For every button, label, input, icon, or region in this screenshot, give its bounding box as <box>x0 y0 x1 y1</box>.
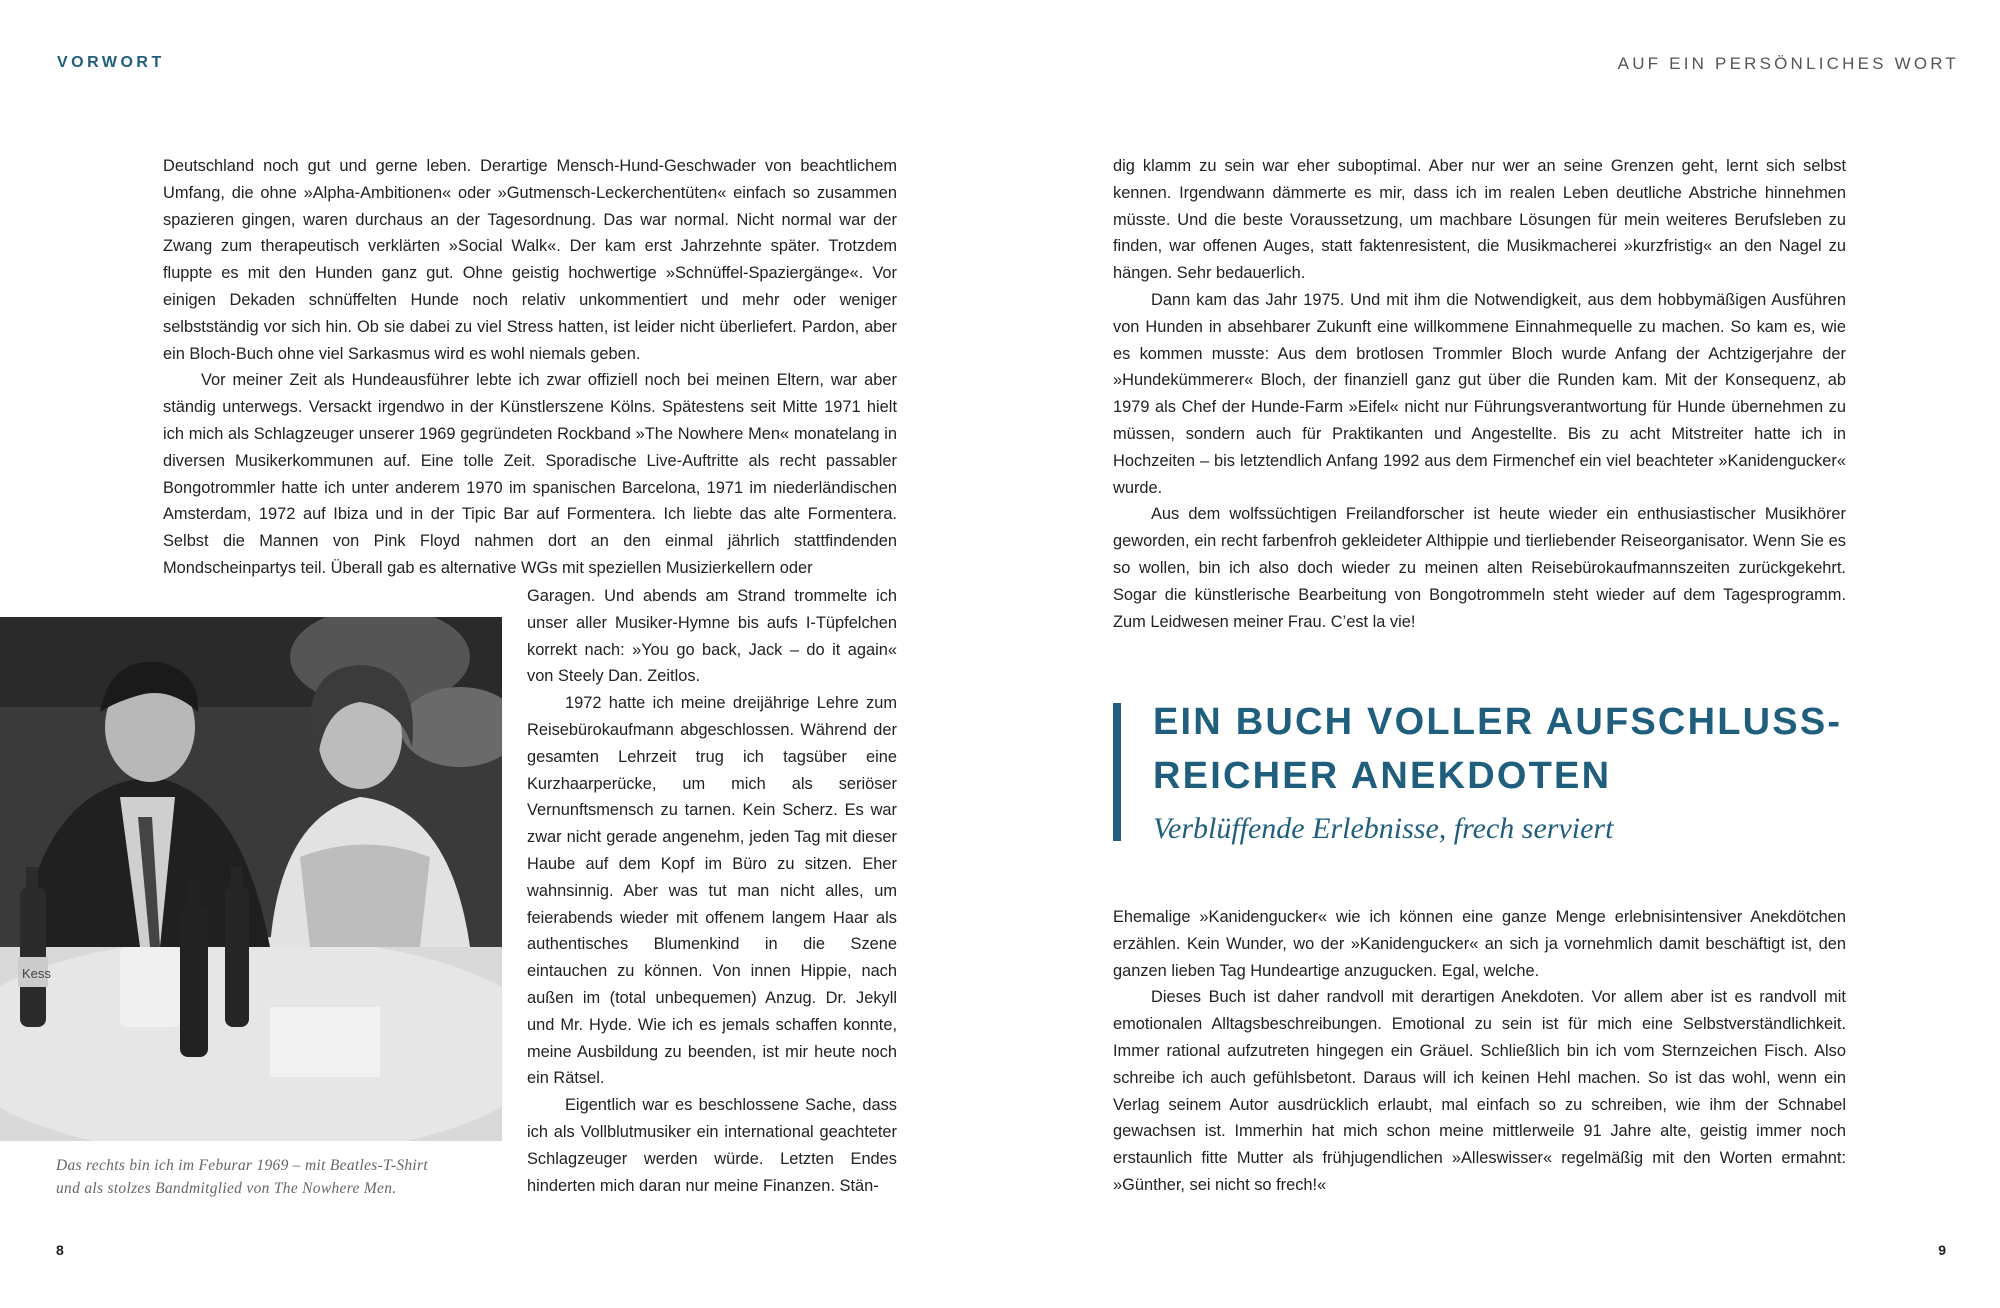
heading-accent-bar <box>1113 703 1121 841</box>
caption-line: Das rechts bin ich im Feburar 1969 – mit Beatles-T-Shirt <box>56 1157 428 1174</box>
paragraph: Vor meiner Zeit als Hundeausführer lebte ich zwar offiziell noch bei meinen Eltern, war aber ständig unterwegs. Versackt irgendwo in der Künstlerszene Kölns. Spätestens seit Mitte 1971 hielt ich mich als Schlagzeuger unserer 1969 gegründeten Rockband »The Nowhere Men« monatelang in diversen Musikerkommunen auf. Eine tolle Zeit. Sporadische Live-Auftritte als recht passabler Bongotrommler hatte ich unter anderem 1970 im spanischen Barcelona, 1971 im niederländischen Amsterdam, 1972 auf Ibiza und in der Tipic Bar auf Formentera. Ich liebte das alte Formentera. Selbst die Mannen von Pink Floyd nahmen dort an den einmal jährlich stattfindenden Mondscheinpartys teil. Überall gab es alternative WGs mit speziellen Musizierkellern oder <box>163 371 897 577</box>
photo-caption <box>56 1154 496 1200</box>
left-page-text-top <box>163 153 897 582</box>
heading-line: EIN BUCH VOLLER AUFSCHLUSS- <box>1153 701 1843 743</box>
paragraph: Dann kam das Jahr 1975. Und mit ihm die Notwendigkeit, aus dem hobbymäßigen Ausführen von Hunden in absehbarer Zukunft eine willkommene Einnahmequelle zu machen. So kam es, wie es kommen musste: Aus dem brotlosen Trommler Bloch wurde Anfang der Achtzigerjahre der »Hundekümmerer« Bloch, der finanziell ganz gut über die Runden kam. Mit der Konsequenz, ab 1979 als Chef der Hunde-Farm »Eifel« nicht nur Führungsverantwortung für Hunde übernehmen zu müssen, sondern auch für Praktikanten und Angestellte. Bis zu acht Mitstreiter hatte ich in Hochzeiten – bis letztendlich Anfang 1992 aus dem Firmenchef ein viel beachteter »Kanidengucker« wurde. <box>1113 290 1846 497</box>
band-photo <box>0 617 502 1141</box>
paragraph: Deutschland noch gut und gerne leben. Derartige Mensch-Hund-Geschwader von beachtlichem Umfang, die ohne »Alpha-Ambitionen« oder »Gutmensch-Leckerchentüten« einfach so zusammen spazieren gingen, waren durchaus an der Tagesordnung. Das war normal. Nicht normal war der Zwang zum therapeutisch verklärten »Social Walk«. Der kam erst Jahrzehnte später. Trotzdem fluppte es mit den Hunden ganz gut. Ohne geistig hochwertige »Schnüffel-Spaziergänge«. Vor einigen Dekaden schnüffelten Hunde noch relativ unkommentiert und mehr oder weniger selbstständig vor sich hin. Ob sie dabei zu viel Stress hatten, ist leider nicht überliefert. Pardon, aber ein Bloch-Buch ohne viel Sarkasmus wird es wohl niemals geben. <box>163 157 897 363</box>
bottle-label: Kess <box>22 966 51 981</box>
header-chapter-title: AUF EIN PERSÖNLICHES WORT <box>1617 54 1959 73</box>
paragraph: 1972 hatte ich meine dreijährige Lehre zum Reisebürokaufmann abgeschlossen. Während der gesamten Lehrzeit trug ich tagsüber eine Kurzhaarperücke, um mich als seriöser Vernunftsmensch zu tarnen. Kein Scherz. Es war zwar nicht gerade angenehm, jeden Tag mit dieser Haube auf dem Kopf im Büro zu sitzen. Eher wahnsinnig. Aber was tut man nicht alles, um feierabends wieder mit offenem langem Haar als authentisches Blumenkind in die Szene eintauchen zu können. Von innen Hippie, nach außen im (total unbequemen) Anzug. Dr. Jekyll und Mr. Hyde. Wie ich es jemals schaffen konnte, meine Ausbildung zu beenden, ist mir heute noch ein Rätsel. <box>527 694 897 1088</box>
caption-line: und als stolzes Bandmitglied von The Nowhere Men. <box>56 1180 397 1197</box>
paragraph: Eigentlich war es beschlossene Sache, dass ich als Vollblutmusiker ein international geachteter Schlagzeuger werden würde. Letzten Endes hinderten mich daran nur meine Finanzen. Stän- <box>527 1096 897 1195</box>
paragraph: Dieses Buch ist daher randvoll mit derartigen Anekdoten. Vor allem aber ist es randvoll mit emotionalen Alltagsbeschreibungen. Emotional zu sein ist für mich eine Selbstverständlichkeit. Immer rational aufzutreten hingegen ein Gräuel. Schließlich bin ich vom Sternzeichen Fisch. Also schreibe ich auch gefühlsbetont. Daraus will ich keinen Hehl machen. So ist das wohl, wenn ein Verlag seinem Autor ausdrücklich erlaubt, mal einfach so zu schreiben, wie ihm der Schnabel gewachsen ist. Immerhin hat mich schon meine mittlerweile 91 Jahre alte, geistig immer noch erstaunlich fitte Mutter als frühjugendlichen »Alleswisser« regelmäßig mit den Worten ermahnt: »Günther, sei nicht so frech!« <box>1113 988 1846 1194</box>
section-subheading: Verblüffende Erlebnisse, frech serviert <box>1153 812 1614 845</box>
section-heading <box>1153 695 1873 803</box>
page-number-right: 9 <box>1938 1242 1946 1258</box>
right-page-text-bottom <box>1113 904 1846 1199</box>
page-number-left: 8 <box>56 1242 64 1258</box>
paragraph: Garagen. Und abends am Strand trommelte ich unser aller Musiker-Hymne bis aufs I-Tüpfelchen korrekt nach: »You go back, Jack – do it again« von Steely Dan. Zeitlos. <box>527 587 897 686</box>
left-page-text-narrow <box>527 583 897 1199</box>
right-page-text-top <box>1113 153 1846 635</box>
paragraph: dig klamm zu sein war eher suboptimal. Aber nur wer an seine Grenzen geht, lernt sich selbst kennen. Irgendwann dämmerte es mir, dass ich im realen Leben deutliche Abstriche hinnehmen müsste. Und die beste Voraussetzung, um machbare Lösungen für mein weiteres Berufsleben zu finden, war offenen Auges, statt faktenresistent, die Musikmacherei »kurzfristig« an den Nagel zu hängen. Sehr bedauerlich. <box>1113 157 1846 283</box>
paragraph: Aus dem wolfssüchtigen Freilandforscher ist heute wieder ein enthusiastischer Musikhörer geworden, ein recht farbenfroh gekleideter Althippie und tierliebender Reiseorganisator. Wenn Sie es so wollen, bin ich also doch wieder zu meinen alten Reisebürokaufmannszeiten zurückgekehrt. Sogar die künstlerische Bearbeitung von Bongotrommeln steht wieder auf dem Tagesprogramm. Zum Leidwesen meiner Frau. C’est la vie! <box>1113 505 1846 631</box>
paragraph: Ehemalige »Kanidengucker« wie ich können eine ganze Menge erlebnisintensiver Anekdötchen erzählen. Kein Wunder, wo der »Kanidengucker« an sich ja vornehmlich damit beschäftigt ist, den ganzen lieben Tag Hundeartige anzugucken. Egal, welche. <box>1113 908 1846 980</box>
heading-line: REICHER ANEKDOTEN <box>1153 755 1612 797</box>
header-section-title: VORWORT <box>57 54 165 71</box>
